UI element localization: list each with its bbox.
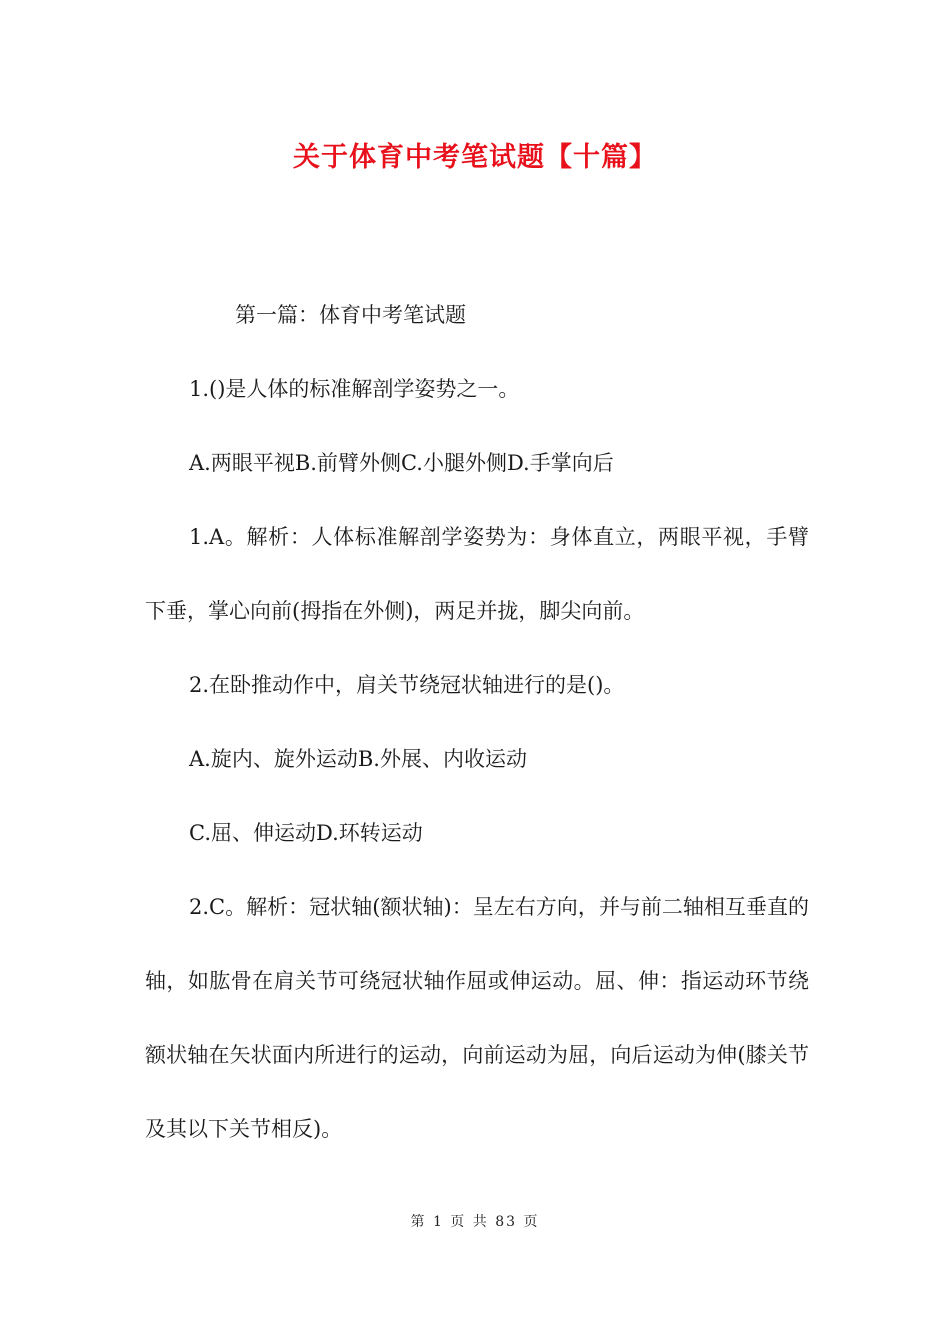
answer-1-explanation: 1.A。解析：人体标准解剖学姿势为：身体直立，两眼平视，手臂下垂，掌心向前(拇指在外侧)，两足并拢，脚尖向前。 <box>145 525 809 623</box>
question-1-options: A.两眼平视B.前臂外侧C.小腿外侧D.手掌向后 <box>189 451 614 475</box>
section-heading: 第一篇：体育中考笔试题 <box>235 303 466 327</box>
question-1: 1.()是人体的标准解剖学姿势之一。 <box>189 377 520 401</box>
page-number: 第 1 页 共 83 页 <box>410 1214 540 1230</box>
document-body <box>145 278 809 1166</box>
answer-2-explanation: 2.C。解析：冠状轴(额状轴)：呈左右方向，并与前二轴相互垂直的轴，如肱骨在肩关节可绕冠状轴作屈或伸运动。屈、伸：指运动环节绕额状轴在矢状面内所进行的运动，向前运动为屈，向后运动为伸(膝关节及其以下关节相反)。 <box>145 895 809 1141</box>
document-title: 关于体育中考笔试题【十篇】 <box>293 142 657 173</box>
question-2-options-cd: C.屈、伸运动D.环转运动 <box>189 821 423 845</box>
question-2-options-ab: A.旋内、旋外运动B.外展、内收运动 <box>189 747 527 771</box>
question-2: 2.在卧推动作中，肩关节绕冠状轴进行的是()。 <box>189 673 625 697</box>
